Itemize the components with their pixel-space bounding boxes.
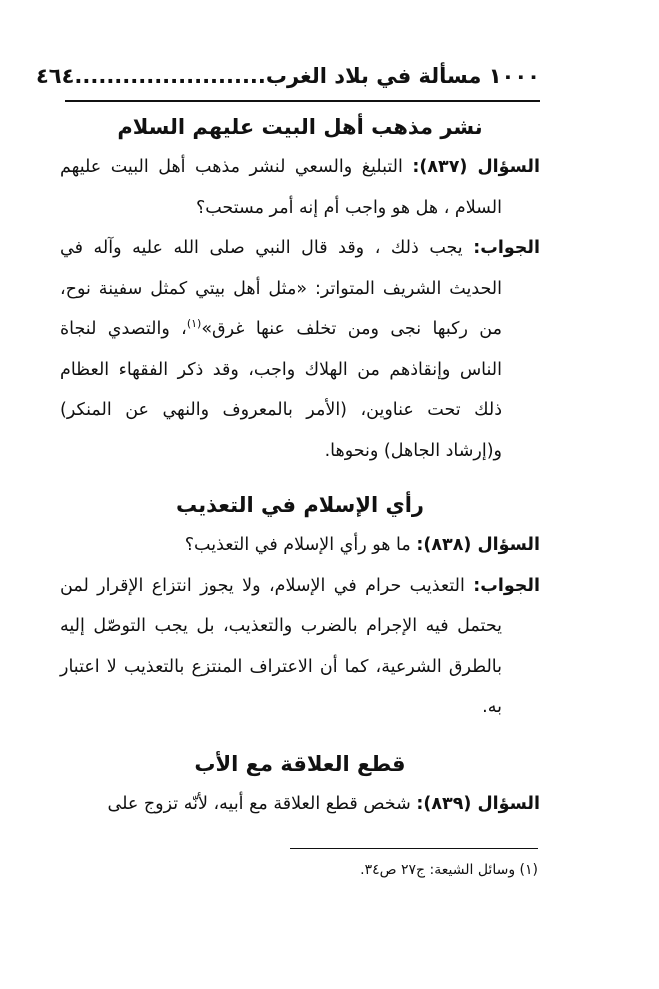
footnote-rule bbox=[290, 848, 538, 849]
question-text: التبليغ والسعي لنشر مذهب أهل البيت عليهم السلام ، هل هو واجب أم إنه أمر مستحب؟ bbox=[60, 157, 502, 218]
question-label: السؤال (٨٣٧): bbox=[412, 157, 540, 177]
footnote: (١) وسائل الشيعة: ج٢٧ ص٣٤. bbox=[360, 862, 538, 878]
answer-label: الجواب: bbox=[473, 575, 540, 596]
question-label: السؤال (٨٣٩): bbox=[416, 793, 540, 814]
question-paragraph bbox=[60, 784, 540, 825]
section-heading: قطع العلاقة مع الأب bbox=[194, 751, 406, 776]
page-number: ٤٦٤ bbox=[35, 64, 75, 88]
footnote-reference[interactable]: (١) bbox=[186, 317, 202, 331]
question-text: ما هو رأي الإسلام في التعذيب؟ bbox=[184, 535, 411, 555]
question-label: السؤال (٨٣٨): bbox=[416, 535, 540, 555]
answer-paragraph bbox=[60, 228, 540, 471]
answer-text: يجب ذلك ، وقد قال النبي صلى الله عليه وآله في الحديث الشريف المتواتر: «مثل أهل بيتي كمثل سفينة نوح، من ركبها نجى ومن تخلف عنها غرق» bbox=[60, 238, 502, 339]
running-title: ١٠٠٠ مسألة في بلاد الغرب bbox=[265, 64, 540, 88]
page-body bbox=[60, 105, 540, 824]
answer-text: التعذيب حرام في الإسلام، ولا يجوز انتزاع الإقرار لمن يحتمل فيه الإجرام بالضرب والتعذيب، بل يجب التوصّل إليه بالطرق الشرعية، كما أن الاعتراف المنتزع بالتعذيب لا اعتبار به. bbox=[60, 575, 502, 717]
question-paragraph bbox=[60, 525, 540, 566]
section-heading: نشر مذهب أهل البيت عليهم السلام bbox=[117, 115, 483, 139]
question-text: شخص قطع العلاقة مع أبيه، لأنّه تزوج على bbox=[107, 793, 411, 814]
question-paragraph bbox=[60, 147, 540, 228]
header-rule bbox=[65, 100, 540, 102]
answer-paragraph bbox=[60, 566, 540, 728]
section-heading: رأي الإسلام في التعذيب bbox=[175, 493, 425, 517]
page-header bbox=[35, 60, 540, 100]
header-dots: ........................ bbox=[74, 64, 266, 88]
answer-text-continued: ، والتصدي لنجاة الناس وإنقاذهم من الهلاك واجب، وقد ذكر الفقهاء العظام ذلك تحت عناوين، (الأمر بالمعروف والنهي عن المنكر) و(إرشاد الجاهل) ونحوها. bbox=[60, 319, 502, 461]
answer-label: الجواب: bbox=[473, 238, 540, 258]
